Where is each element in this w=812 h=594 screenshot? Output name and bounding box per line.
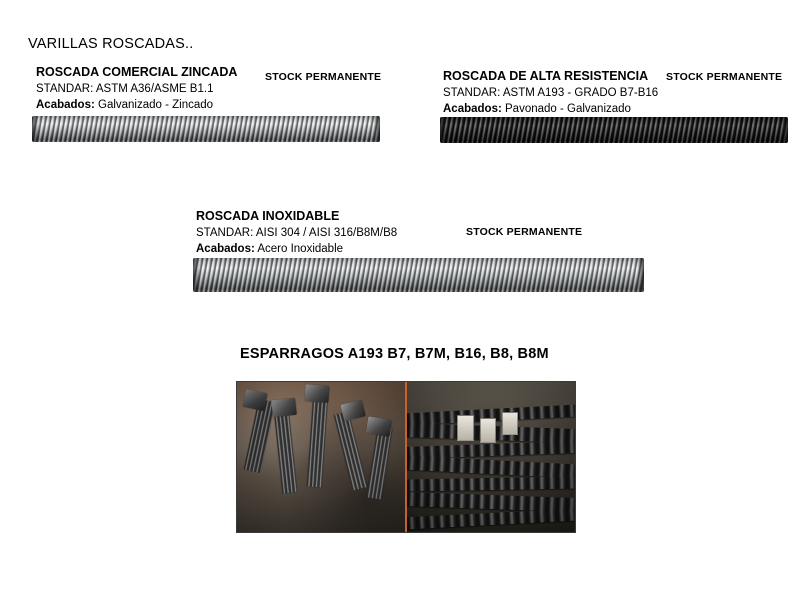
product-3-finish-value: Acero Inoxidable: [257, 243, 344, 255]
product-3-finish-label: Acabados:: [196, 243, 255, 255]
photo-stud-bundles: [406, 382, 575, 532]
product-2-finish-value: Pavonado - Galvanizado: [505, 103, 631, 115]
stud-bundle: [406, 491, 575, 511]
product-3-standard: STANDAR: AISI 304 / AISI 316/B8M/B8: [196, 227, 398, 239]
bolt-head: [272, 397, 297, 416]
product-3-finish: [196, 243, 343, 255]
product-3-stock-badge: STOCK PERMANENTE: [466, 226, 583, 238]
esparragos-photo-pair: [236, 381, 576, 533]
stud-bundle: [406, 455, 575, 478]
rod-end-shadow-left: [193, 258, 200, 292]
threaded-rod-stainless-image: [193, 258, 644, 292]
product-2-finish-label: Acabados:: [443, 103, 502, 115]
rod-end-shadow-right: [637, 258, 644, 292]
photo-bolts-with-nuts: [237, 382, 406, 532]
rod-end-shadow-left: [32, 116, 39, 142]
product-1-finish: [36, 99, 213, 111]
bundle-tag: [457, 415, 474, 441]
rod-end-shadow-right: [781, 117, 788, 143]
bundle-tag: [502, 412, 518, 435]
stud-bundle: [406, 508, 575, 530]
product-2-finish: [443, 103, 631, 115]
bolt-head: [366, 416, 392, 436]
product-1-stock-badge: STOCK PERMANENTE: [265, 71, 382, 83]
bundle-tag: [480, 418, 496, 443]
rod-end-shadow-right: [373, 116, 380, 142]
threaded-rod-high-strength-image: [440, 117, 788, 143]
esparragos-title: ESPARRAGOS A193 B7, B7M, B16, B8, B8M: [240, 346, 549, 362]
bolt-head: [304, 384, 329, 402]
page-title: VARILLAS ROSCADAS..: [28, 36, 194, 52]
photo-divider: [405, 382, 407, 532]
product-1-finish-value: Galvanizado - Zincado: [98, 99, 214, 111]
product-1-standard: STANDAR: ASTM A36/ASME B1.1: [36, 83, 214, 95]
product-2-title: ROSCADA DE ALTA RESISTENCIA: [443, 69, 649, 83]
threaded-rod-zinc-image: [32, 116, 380, 142]
product-2-stock-badge: STOCK PERMANENTE: [666, 71, 783, 83]
product-1-finish-label: Acabados:: [36, 99, 95, 111]
product-2-standard: STANDAR: ASTM A193 - GRADO B7-B16: [443, 87, 659, 99]
stud-bundle: [406, 476, 575, 491]
product-3-title: ROSCADA INOXIDABLE: [196, 209, 340, 223]
rod-end-shadow-left: [440, 117, 447, 143]
product-1-title: ROSCADA COMERCIAL ZINCADA: [36, 65, 238, 79]
